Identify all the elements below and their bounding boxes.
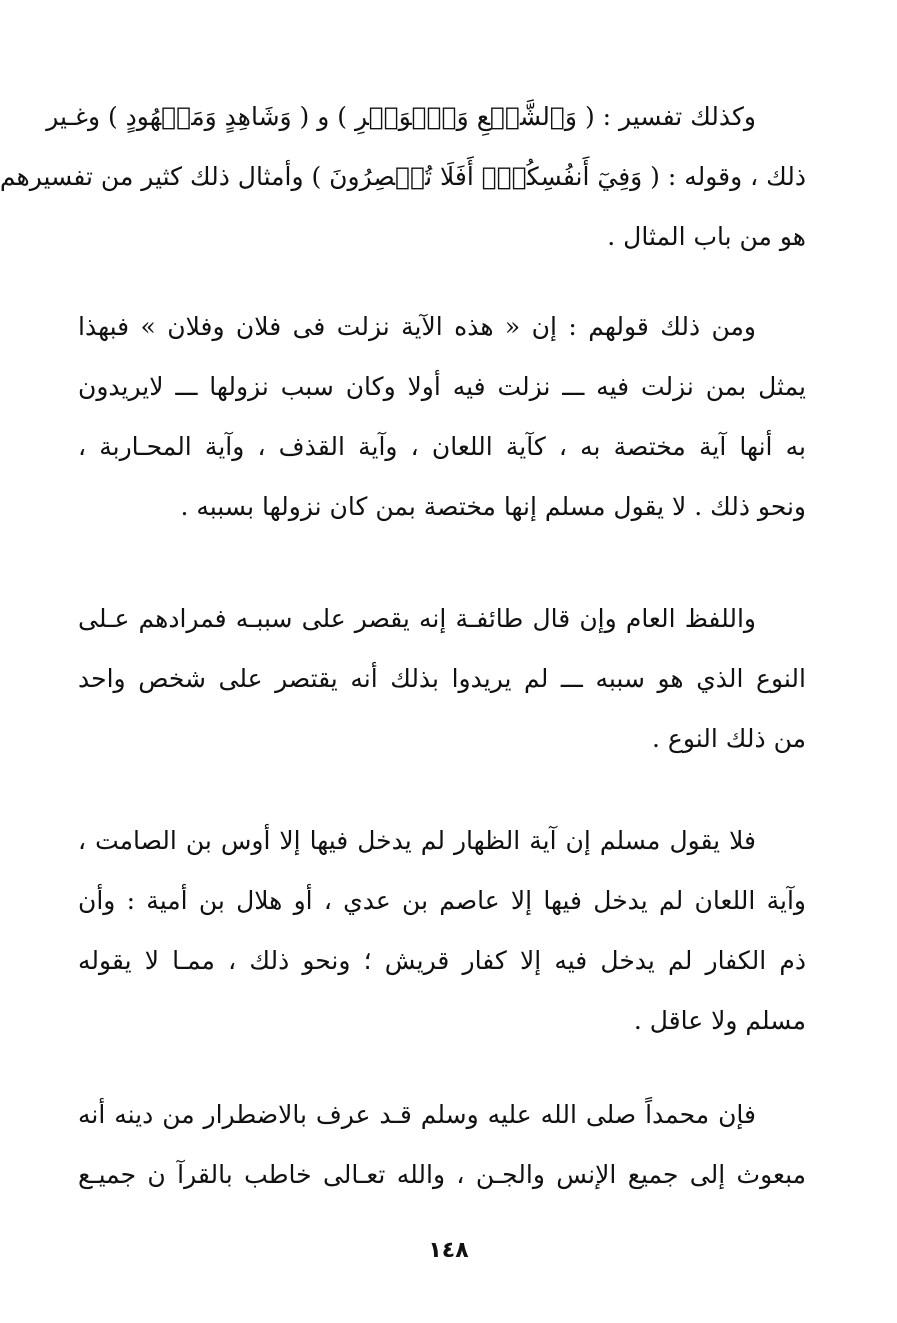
text-line: واللفظ العام وإن قال طائفـة إنه يقصر على سببـه فمرادهم عـلى: [78, 604, 756, 633]
text-line: ذلك ، وقوله : ( وَفِيٓ أَنفُسِكُمۡۚ أَفَلَا تُبۡصِرُونَ ) وأمثال ذلك كثير من تفسيرهم: [0, 162, 806, 191]
text-line: يمثل بمن نزلت فيه ـــ نزلت فيه أولا وكان سبب نزولها ـــ لايريدون: [78, 372, 806, 401]
text-line: به أنها آية مختصة به ، كآية اللعان ، وآية القذف ، وآية المحـاربة ،: [78, 432, 806, 461]
text-line: وكذلك تفسير : ( وَٱلشَّفۡعِ وَٱلۡوَتۡرِ ) و ( وَشَاهِدٍ وَمَشۡهُودٍ ) وغـير: [46, 102, 756, 131]
text-line: من ذلك النوع .: [652, 724, 806, 753]
text-line: ذم الكفار لم يدخل فيه إلا كفار قريش ؛ ونحو ذلك ، ممـا لا يقوله: [78, 946, 806, 975]
text-line: مسلم ولا عاقل .: [633, 1006, 806, 1035]
text-line: مبعوث إلى جميع الإنس والجـن ، والله تعـالى خاطب بالقرآ ن جميـع: [78, 1160, 806, 1189]
text-line: وآية اللعان لم يدخل فيها إلا عاصم بن عدي ، أو هلال بن أمية : وأن: [78, 886, 806, 915]
text-line: ومن ذلك قولهم : إن « هذه الآية نزلت فى فلان وفلان » فبهذا: [78, 312, 756, 341]
text-line: فإن محمداً صلى الله عليه وسلم قـد عرف بالاضطرار من دينه أنه: [78, 1100, 756, 1129]
text-line: فلا يقول مسلم إن آية الظهار لم يدخل فيها إلا أوس بن الصامت ،: [78, 826, 756, 855]
page-number: ١٤٨: [428, 1238, 469, 1263]
text-line: ونحو ذلك . لا يقول مسلم إنها مختصة بمن كان نزولها بسببه .: [180, 492, 806, 521]
text-line: النوع الذي هو سببه ـــ لم يريدوا بذلك أنه يقتصر على شخص واحد: [78, 664, 806, 693]
text-line: هو من باب المثال .: [607, 222, 806, 251]
